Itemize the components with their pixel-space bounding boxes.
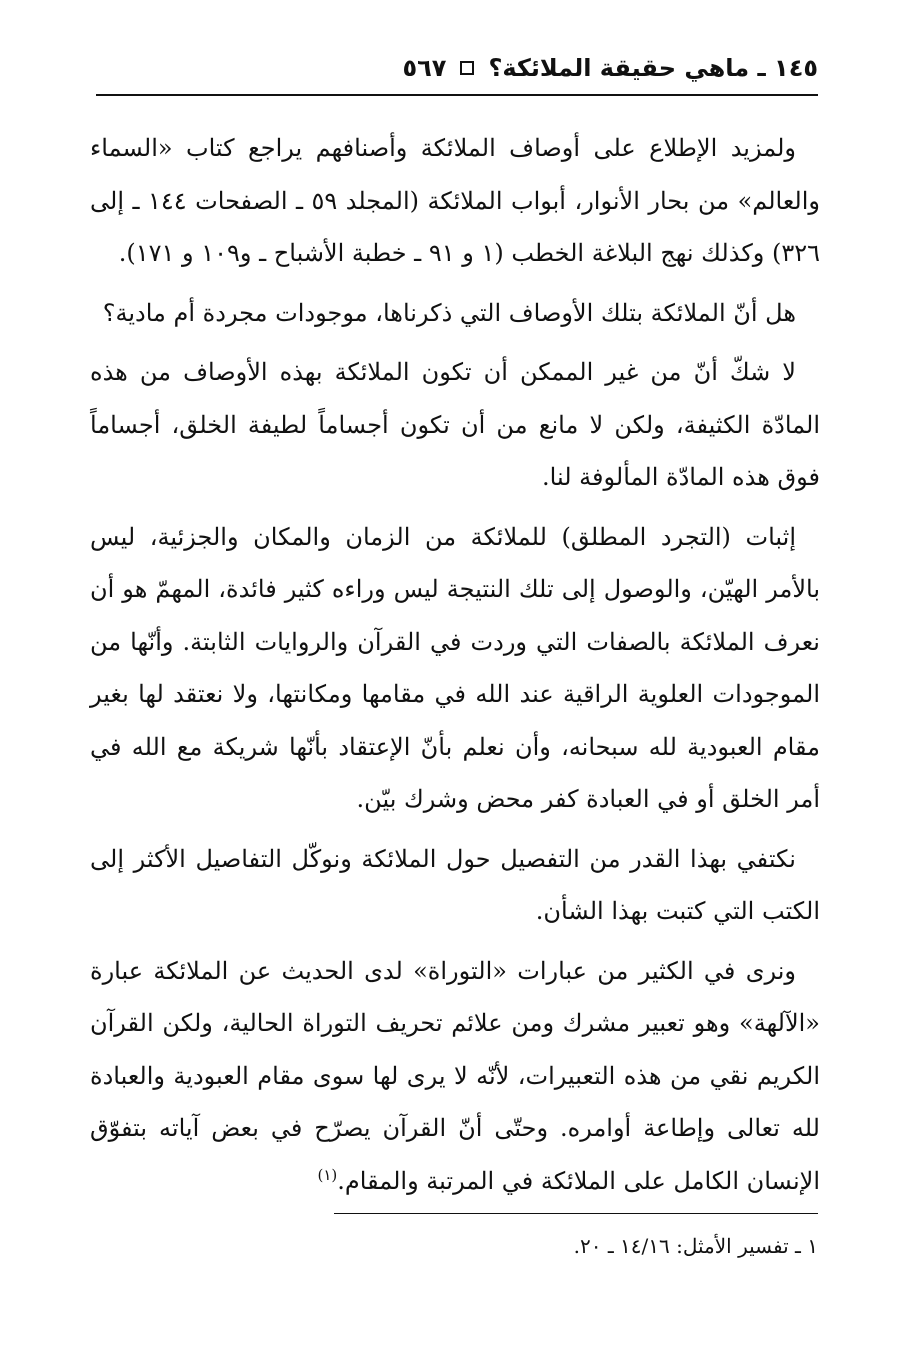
paragraph: هل أنّ الملائكة بتلك الأوصاف التي ذكرناها، موجودات مجردة أم مادية؟	[102, 298, 796, 327]
separator-square-icon	[460, 61, 474, 75]
footnote-divider	[334, 1213, 818, 1214]
paragraph: ولمزيد الإطلاع على أوصاف الملائكة وأصنافهم يراجع كتاب «السماء والعالم» من بحار الأنوار، أبواب الملائكة (المجلد ٥٩ ـ الصفحات ١٤٤ ـ إلى ٣٢٦) وكذلك نهج البلاغة الخطب (١ و ٩١ ـ خطبة الأشباح ـ و١٠٩ و ١٧١).	[90, 134, 820, 267]
page-number: ٥٦٧	[402, 54, 447, 82]
main-text	[90, 122, 820, 1214]
paragraph-text: ونرى في الكثير من عبارات «التوراة» لدى الحديث عن الملائكة عبارة «الآلهة» وهو تعبير مشرك ومن علائم تحريف التوراة الحالية، ولكن القرآن الكريم نقي من هذه التعبيرات، لأنّه لا يرى لها سوى مقام العبودية والعبادة لله تعالى وإطاعة أوامره. وحتّى أنّ القرآن يصرّح في بعض آياته بتفوّق الإنسان الكامل على الملائكة في المرتبة والمقام.	[90, 956, 820, 1195]
footnote-marker: (١)	[317, 1165, 338, 1184]
paragraph: إثبات (التجرد المطلق) للملائكة من الزمان والمكان والجزئية، ليس بالأمر الهيّن، والوصول إلى تلك النتيجة ليس وراءه كثير فائدة، المهمّ هو أن نعرف الملائكة بالصفات التي وردت في القرآن والروايات الثابتة. وأنّها من الموجودات العلوية الراقية عند الله في مقامها ومكانتها، ولا نعتقد لها بغير مقام العبودية لله سبحانه، وأن نعلم بأنّ الإعتقاد بأنّها شريكة مع الله في أمر الخلق أو في العبادة كفر محض وشرك بيّن.	[90, 522, 820, 813]
chapter-title: ١٤٥ ـ ماهي حقيقة الملائكة؟	[488, 54, 818, 82]
paragraph: لا شكّ أنّ من غير الممكن أن تكون الملائكة بهذه الأوصاف من هذه المادّة الكثيفة، ولكن لا مانع من أن تكون أجساماً لطيفة الخلق، أجساماً فوق هذه المادّة المألوفة لنا.	[90, 358, 820, 491]
footnote: ١ ـ تفسير الأمثل: ١٤/١٦ ـ ٢٠.	[573, 1234, 818, 1258]
paragraph-last	[90, 945, 820, 1208]
header-divider	[96, 94, 818, 96]
running-header	[98, 48, 818, 88]
paragraph: نكتفي بهذا القدر من التفصيل حول الملائكة ونوكّل التفاصيل الأكثر إلى الكتب التي كتبت بهذا الشأن.	[90, 844, 820, 925]
